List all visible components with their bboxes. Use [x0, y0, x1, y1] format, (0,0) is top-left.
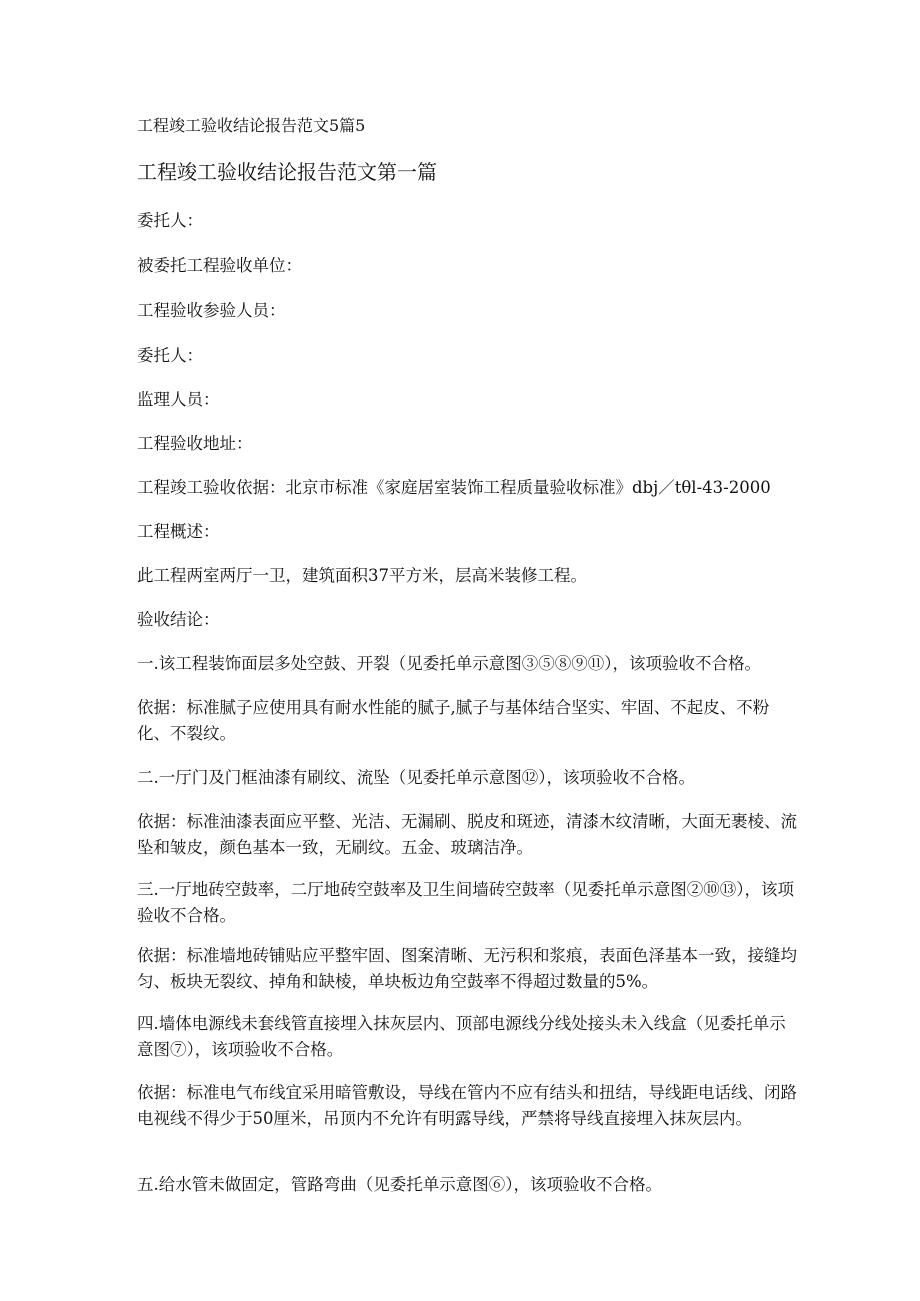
- conclusion-label: 验收结论：: [137, 610, 220, 629]
- client-field: 委托人：: [137, 211, 203, 230]
- overview-label: 工程概述：: [137, 522, 220, 541]
- finding-4: 四.墙体电源线未套线管直接埋入抹灰层内、顶部电源线分线处接头未入线盒（见委托单示意图⑦），该项验收不合格。: [137, 1014, 786, 1059]
- supervisor-field: 监理人员：: [137, 390, 220, 409]
- finding-2: 二.一厅门及门框油漆有刷纹、流坠（见委托单示意图⑫），该项验收不合格。: [137, 768, 695, 787]
- finding-3: 三.一厅地砖空鼓率，二厅地砖空鼓率及卫生间墙砖空鼓率（见委托单示意图②⑩⑬），该项验收不合格。: [137, 880, 794, 925]
- finding-5: 五.给水管未做固定，管路弯曲（见委托单示意图⑥），该项验收不合格。: [137, 1175, 662, 1194]
- basis-3: 依据：标准墙地砖铺贴应平整牢固、图案清晰、无污积和浆痕，表面色泽基本一致，接缝均匀、板块无裂纹、掉角和缺棱，单块板边角空鼓率不得超过数量的5%。: [137, 946, 797, 991]
- basis-2: 依据：标准油漆表面应平整、光洁、无漏刷、脱皮和斑迹，清漆木纹清晰，大面无裹棱、流坠和皱皮，颜色基本一致，无刷纹。五金、玻璃洁净。: [137, 812, 797, 857]
- document-title: 工程竣工验收结论报告范文5篇5: [137, 116, 366, 135]
- address-field: 工程验收地址：: [137, 434, 253, 453]
- overview-text: 此工程两室两厅一卫，建筑面积37平方米，层高米装修工程。: [137, 566, 587, 585]
- inspectors-field: 工程验收参验人员：: [137, 301, 286, 320]
- finding-1: 一.该工程装饰面层多处空鼓、开裂（见委托单示意图③⑤⑧⑨⑪），该项验收不合格。: [137, 654, 761, 673]
- entrusted-unit-field: 被委托工程验收单位：: [137, 256, 302, 275]
- client-field-2: 委托人：: [137, 346, 203, 365]
- section-title: 工程竣工验收结论报告范文第一篇: [137, 160, 437, 184]
- basis-field: 工程竣工验收依据：北京市标准《家庭居室装饰工程质量验收标准》dbj／tθl-43-2000: [137, 478, 771, 497]
- basis-1: 依据：标准腻子应使用具有耐水性能的腻子,腻子与基体结合坚实、牢固、不起皮、不粉化、不裂纹。: [137, 698, 770, 743]
- basis-4: 依据：标准电气布线宜采用暗管敷设，导线在管内不应有结头和扭结，导线距电话线、闭路电视线不得少于50厘米，吊顶内不允许有明露导线，严禁将导线直接埋入抹灰层内。: [137, 1083, 797, 1128]
